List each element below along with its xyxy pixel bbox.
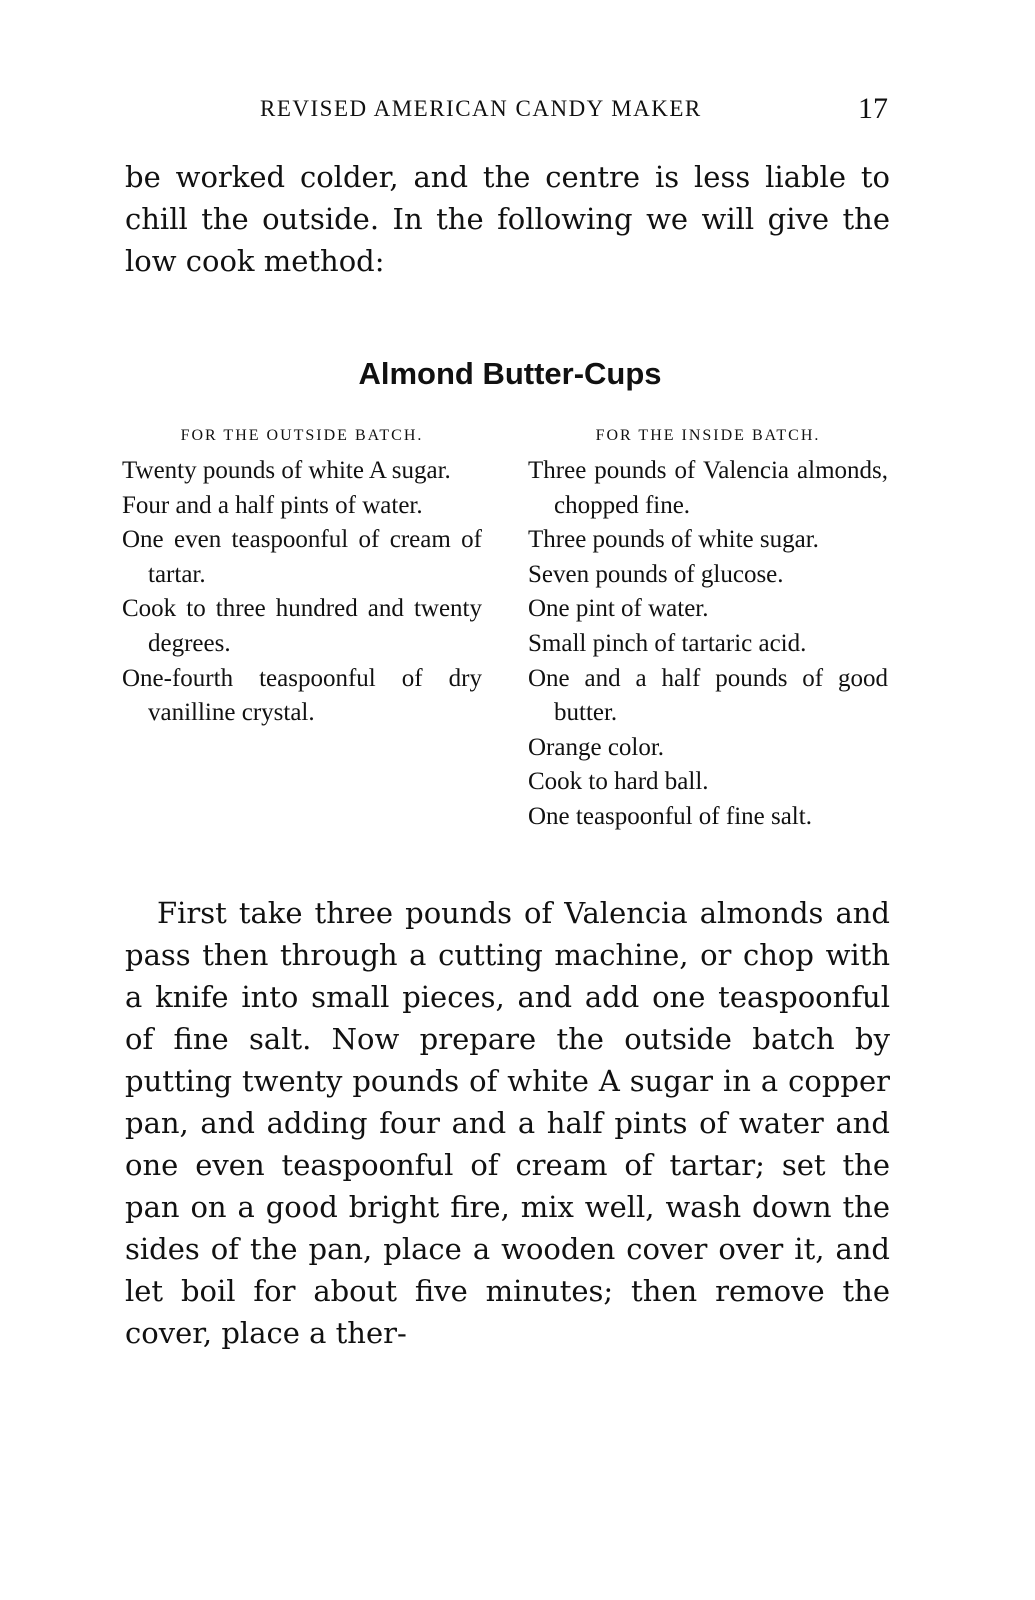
ingredient-item: One teaspoonful of fine salt. <box>528 802 812 830</box>
ingredient-item: One and a half pounds of good butter. <box>528 664 888 727</box>
inside-batch-list <box>528 454 888 835</box>
recipe-title: Almond Butter-Cups <box>358 356 662 391</box>
ingredient-item: Small pinch of tartaric acid. <box>528 629 807 657</box>
ingredient-item: Three pounds of white sugar. <box>528 526 819 554</box>
running-header <box>122 92 898 132</box>
ingredient-item: Cook to three hundred and twenty degrees. <box>122 595 482 657</box>
ingredient-item: One-fourth teaspoonful of dry vanilline crystal. <box>122 664 482 727</box>
ingredient-item: Twenty pounds of white A sugar. <box>122 457 451 484</box>
ingredient-item: One even teaspoonful of cream of tartar. <box>122 526 482 588</box>
method-paragraph: First take three pounds of Valencia almonds and pass then through a cutting machine, or chop with a knife into small pieces, and add one teaspoonful of fine salt. Now prepare the outside batch by putting twenty pounds of white A sugar in a copper pan, and adding four and a half pints of water and one even teaspoonful of cream of tartar; set the pan on a good bright fire, mix well, wash down the sides of the pan, place a wooden cover over it, and let boil for about five minutes; then remove the cover, place a ther- <box>125 896 890 1350</box>
ingredient-item: One pint of water. <box>528 595 709 623</box>
ingredient-item: Four and a half pints of water. <box>122 491 423 519</box>
inside-batch-column <box>528 426 888 835</box>
ingredient-item: Seven pounds of glucose. <box>528 560 784 588</box>
intro-paragraph: be worked colder, and the centre is less liable to chill the outside. In the following we will give the low cook method: <box>125 160 890 278</box>
outside-batch-list <box>122 454 482 731</box>
inside-batch-heading: FOR THE INSIDE BATCH. <box>595 427 821 444</box>
outside-batch-heading: FOR THE OUTSIDE BATCH. <box>180 427 424 444</box>
ingredient-item: Cook to hard ball. <box>528 768 709 796</box>
running-title: REVISED AMERICAN CANDY MAKER <box>260 96 702 121</box>
ingredient-item: Orange color. <box>528 733 665 761</box>
page-number: 17 <box>858 92 888 125</box>
outside-batch-column <box>122 426 482 731</box>
ingredient-item: Three pounds of Valencia almonds, chopped fine. <box>528 457 888 519</box>
